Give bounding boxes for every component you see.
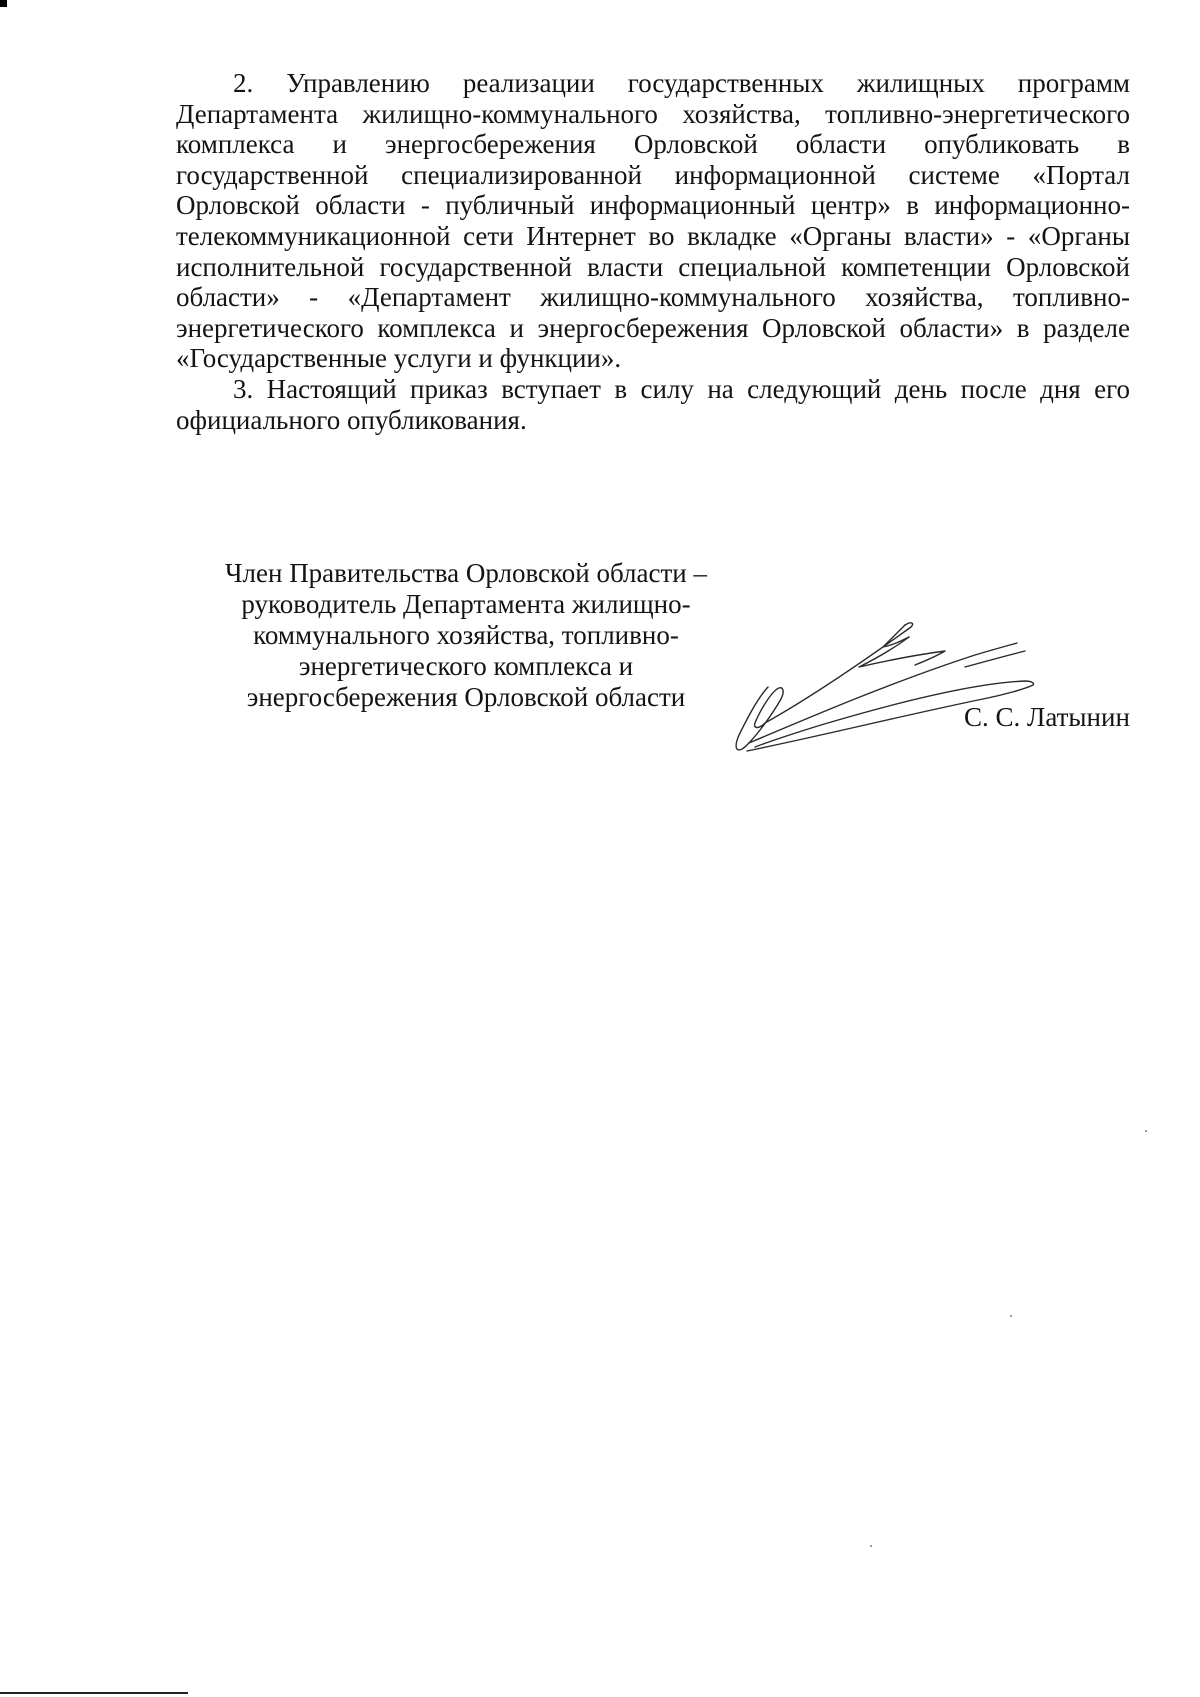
scan-speck	[1010, 1315, 1012, 1317]
signatory-position-line: энергосбережения Орловской области	[246, 682, 686, 712]
handwritten-signature	[725, 615, 1055, 765]
scan-speck	[1145, 1130, 1147, 1132]
signatory-position	[196, 558, 736, 713]
paragraph-2: 2. Управлению реализации государственных жилищных программ Департамента жилищно-коммунального хозяйства, топливно-энергетического комплекса и энергосбережения Орловской области опубликовать в государственной специализированной информационной системе «Портал Орловской области - публичный информационный центр» в информационно-телекоммуникационной сети Интернет во вкладке «Органы власти» - «Органы исполнительной государственной власти специальной компетенции Орловской области» - «Департамент жилищно-коммунального хозяйства, топливно-энергетического комплекса и энергосбережения Орловской области» в разделе «Государственные услуги и функции».	[176, 68, 1130, 374]
signatory-name: С. С. Латынин	[964, 702, 1130, 732]
signatory-position-line: энергетического комплекса и	[298, 651, 634, 681]
signatory-position-line: руководитель Департамента жилищно-	[241, 589, 691, 619]
signatory-position-line: коммунального хозяйства, топливно-	[253, 620, 679, 650]
signatory-position-line: Член Правительства Орловской области –	[224, 558, 707, 588]
document-body	[176, 68, 1130, 435]
scan-corner-mark	[0, 0, 7, 7]
paragraph-3: 3. Настоящий приказ вступает в силу на следующий день после дня его официального опубликования.	[176, 373, 1130, 435]
page-footer-rule	[0, 1692, 188, 1694]
scan-speck	[870, 1545, 872, 1547]
